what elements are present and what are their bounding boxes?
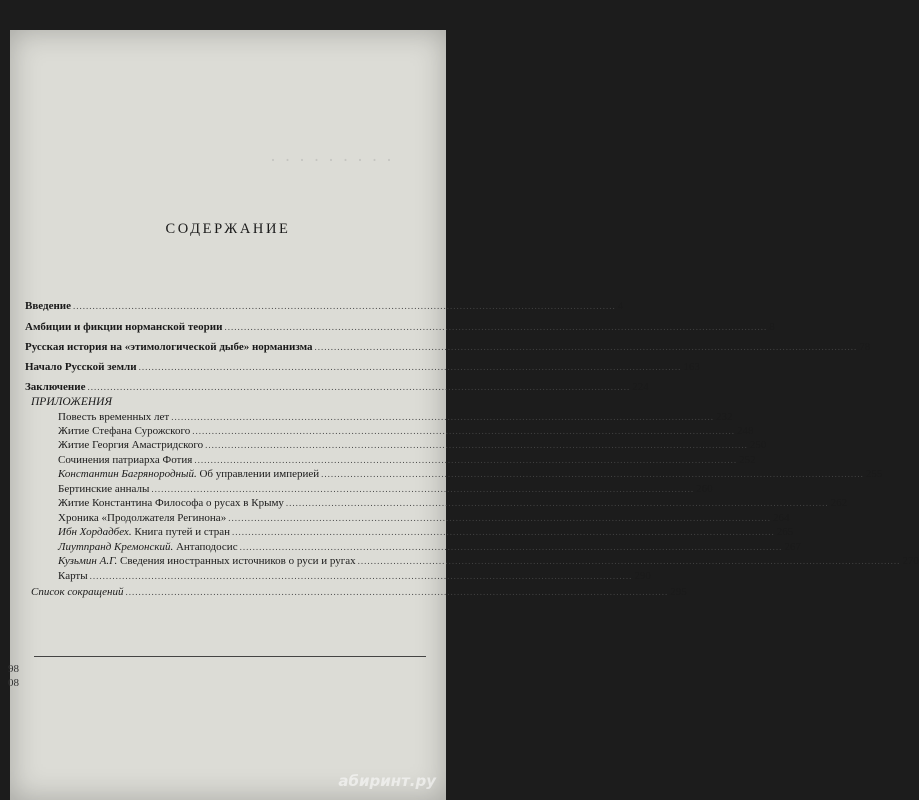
dot-leader [321, 469, 864, 479]
toc-entry-title: Сочинения патриарха Фотия [58, 454, 193, 466]
dot-leader [139, 362, 682, 372]
toc-entry-title: Начало Русской земли [25, 361, 137, 373]
toc-entry-title: Житие Константина Философа о русах в Крыму [58, 497, 284, 509]
dot-leader [232, 527, 775, 537]
dot-leader [224, 322, 767, 332]
dot-leader [194, 455, 737, 465]
dot-leader [228, 513, 771, 523]
dot-leader [315, 342, 858, 352]
dot-leader [171, 412, 714, 422]
toc-entry-page: 290 [634, 570, 651, 582]
dot-leader [240, 542, 783, 552]
toc-appendix-entry [58, 555, 919, 567]
toc-appendix-entry [58, 512, 790, 524]
toc-entry-page: 232 [715, 411, 733, 423]
toc-entry-title: Заключение [25, 381, 86, 393]
toc-entry-title: Житие Георгия Амастридского [58, 439, 204, 451]
toc-entry-page: 248 [736, 425, 754, 437]
toc-entry-page: 8 [769, 321, 775, 333]
toc-appendix-entry [58, 468, 883, 480]
toc-entry-author: Ибн Хордадбех. [58, 526, 132, 538]
toc-entry-page: 250 [749, 439, 767, 451]
dot-leader [286, 498, 829, 508]
appendix-heading: ПРИЛОЖЕНИЯ [31, 396, 113, 408]
toc-entry-page: 264 [772, 512, 790, 524]
toc-entry-title: Житие Стефана Сурожского [58, 425, 191, 437]
toc-entry-title: Русская история на «этимологической дыбе» норманизма [25, 341, 313, 353]
toc-entry-title: Повесть временных лет [58, 411, 170, 423]
bleed-through-text: · · · · · · · · · [270, 150, 394, 170]
toc-entry-page: 295 [670, 586, 687, 598]
toc-entry-page: 267 [784, 541, 801, 553]
toc-appendix-entry [58, 439, 767, 451]
book-page [8, 30, 919, 800]
dot-leader [205, 440, 748, 450]
toc-entry-ambitions [25, 321, 775, 333]
toc-appendix-entry [58, 411, 733, 423]
toc-entry-page: 78 [859, 341, 871, 353]
dot-leader [358, 556, 901, 566]
toc-entry-beginning [25, 361, 700, 373]
toc-entry-abbreviations [31, 586, 687, 598]
margin-number: 08 [8, 677, 19, 689]
bottom-rule [34, 656, 426, 657]
toc-entry-introduction [25, 300, 624, 312]
toc-entry-page: 252 [739, 454, 756, 466]
dot-leader [87, 382, 630, 392]
toc-entry-page: 270 [902, 555, 919, 567]
toc-entry-author: Лиутпранд Кремонский. [58, 541, 174, 553]
toc-appendix-entry [58, 425, 754, 437]
toc-entry-title: Хроника «Продолжателя Регинона» [58, 512, 227, 524]
toc-entry-page: 262 [830, 497, 848, 509]
toc-entry-title: Введение [25, 300, 72, 312]
toc-entry-author: Константин Багрянородный. [58, 468, 197, 480]
toc-entry-title: Антаподосис [175, 541, 238, 553]
toc-appendix-entry [58, 541, 801, 553]
dot-leader [73, 301, 616, 311]
toc-entry-title: Карты [58, 570, 88, 582]
toc-entry-page: 260 [696, 483, 713, 495]
toc-entry-russian-history [25, 341, 871, 353]
toc-appendix-entry [58, 483, 713, 495]
toc-entry-author: Кузьмин А.Г. [58, 555, 118, 567]
toc-entry-title: Книга путей и стран [134, 526, 231, 538]
toc-appendix-entry [58, 570, 651, 582]
toc-entry-page: 224 [632, 381, 649, 393]
contents-title: СОДЕРЖАНИЕ [165, 221, 291, 237]
dot-leader [90, 571, 633, 581]
toc-entry-title: Сведения иностранных источников о руси и ругах [120, 555, 356, 567]
toc-entry-title: Об управлении империей [199, 468, 320, 480]
toc-appendix-entry [58, 497, 848, 509]
toc-appendix-entry [58, 526, 794, 538]
toc-entry-page: 4 [617, 300, 624, 312]
toc-entry-page: 265 [776, 526, 794, 538]
toc-entry-title: Список сокращений [31, 586, 124, 598]
toc-appendix-entry [58, 454, 756, 466]
toc-entry-page: 255 [865, 468, 883, 480]
dot-leader [151, 484, 694, 494]
toc-entry-page: 163 [683, 361, 700, 373]
dot-leader [126, 587, 669, 597]
watermark-logo: абиринт.ру [338, 772, 436, 790]
toc-entry-conclusion [25, 381, 649, 393]
dot-leader [192, 426, 735, 436]
toc-entry-title: Бертинские анналы [58, 483, 150, 495]
margin-number: 98 [8, 663, 19, 675]
toc-entry-title: Амбиции и фикции норманской теории [25, 321, 223, 333]
